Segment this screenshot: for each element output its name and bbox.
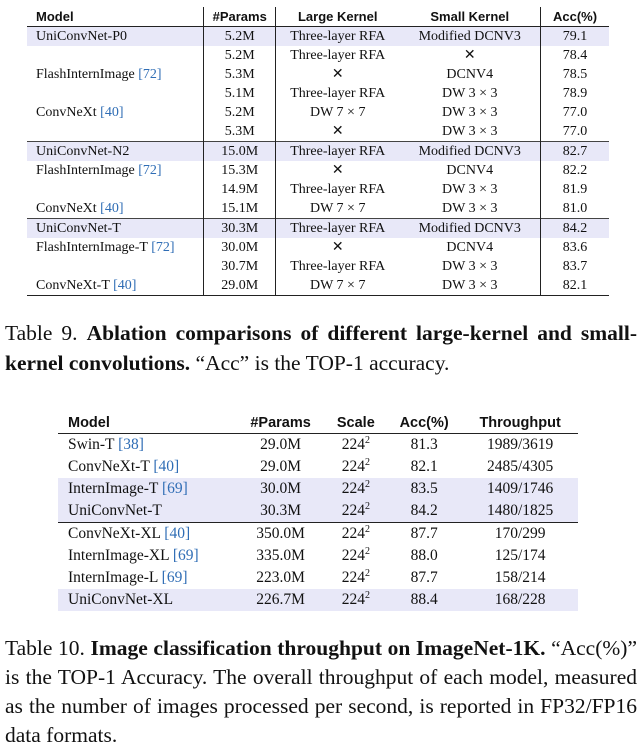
acc-cell: 78.9 <box>541 84 609 103</box>
citation-link[interactable]: [69] <box>161 480 188 497</box>
citation-link[interactable]: [38] <box>118 436 144 453</box>
model-name-cell <box>58 567 236 589</box>
small-kernel-cell: Modified DCNV3 <box>399 219 540 239</box>
table-row <box>58 589 578 611</box>
throughput-cell: 125/174 <box>494 547 546 564</box>
header-small-kernel: Small Kernel <box>399 7 540 27</box>
scale-cell <box>326 589 386 611</box>
large-kernel-cell: ✕ <box>275 161 399 180</box>
table-10 <box>58 412 578 611</box>
table-row <box>27 199 609 219</box>
scale-value: 224 <box>341 502 365 519</box>
model-name: ConvNeXt-T <box>36 277 110 293</box>
scale-value: 224 <box>341 591 365 608</box>
header-params: #Params <box>204 7 276 27</box>
model-name-cell <box>27 180 204 199</box>
table-row <box>27 142 609 162</box>
table-row <box>27 65 609 84</box>
params-cell: 15.0M <box>204 142 276 162</box>
small-kernel-cell: DCNV4 <box>446 66 494 82</box>
model-name-cell <box>58 478 236 500</box>
large-kernel-cell: ✕ <box>275 122 399 142</box>
model-name-cell <box>58 589 236 611</box>
model-name-cell <box>58 500 236 523</box>
model-name: ConvNeXt <box>36 200 97 216</box>
scale-cell <box>326 567 386 589</box>
scale-exponent: 2 <box>364 457 370 468</box>
table-row <box>58 545 578 567</box>
model-name-cell <box>27 84 204 103</box>
model-name: FlashInternImage <box>36 162 135 178</box>
params-cell: 5.3M <box>204 65 276 84</box>
caption-label: Table 9. <box>5 321 78 345</box>
caption-bold: Ablation comparisons of different large-kernel and small-kernel convolutions. <box>5 321 637 375</box>
model-name: InternImage-L <box>68 569 158 586</box>
small-kernel-cell: Modified DCNV3 <box>399 27 540 47</box>
citation-link[interactable]: [40] <box>153 458 180 475</box>
model-name-cell <box>27 238 204 257</box>
small-kernel-cell: DCNV4 <box>446 239 494 255</box>
model-name: UniConvNet-T <box>36 220 121 236</box>
small-kernel-cell: DCNV4 <box>446 162 494 178</box>
table-row <box>27 27 609 47</box>
scale-exponent: 2 <box>364 546 370 557</box>
large-kernel-cell: Three-layer RFA <box>275 180 399 199</box>
acc-cell: 82.1 <box>410 458 438 475</box>
table-row <box>27 180 609 199</box>
small-kernel-cell: DW 3 × 3 <box>399 276 540 296</box>
params-cell: 29.0M <box>260 436 302 453</box>
table-9 <box>27 7 609 296</box>
header-throughput: Throughput <box>462 412 578 434</box>
table-9-caption <box>5 318 637 378</box>
acc-cell: 82.7 <box>541 142 609 162</box>
params-cell: 30.3M <box>204 219 276 239</box>
acc-cell: 77.0 <box>541 103 609 122</box>
throughput-cell: 168/228 <box>462 589 578 611</box>
table-row <box>27 46 609 65</box>
header-acc: Acc(%) <box>386 412 462 434</box>
scale-cell <box>326 478 386 500</box>
scale-exponent: 2 <box>364 568 370 579</box>
throughput-cell: 170/299 <box>462 523 578 546</box>
scale-exponent: 2 <box>364 590 370 601</box>
model-name: FlashInternImage <box>36 66 135 82</box>
params-cell: 30.0M <box>236 478 326 500</box>
acc-cell: 81.9 <box>541 180 609 199</box>
acc-cell: 88.4 <box>386 589 462 611</box>
params-cell: 15.3M <box>204 161 276 180</box>
scale-value: 224 <box>341 480 365 497</box>
small-kernel-cell: ✕ <box>463 47 476 63</box>
scale-cell <box>326 545 386 567</box>
scale-value: 224 <box>341 547 365 564</box>
scale-cell <box>326 523 386 546</box>
throughput-cell: 1989/3619 <box>486 436 554 453</box>
acc-cell: 84.2 <box>386 500 462 523</box>
params-cell: 350.0M <box>236 523 326 546</box>
model-name: ConvNeXt <box>36 104 97 120</box>
acc-cell: 82.2 <box>541 161 609 180</box>
citation-link[interactable]: [69] <box>172 547 199 564</box>
large-kernel-cell: ✕ <box>275 65 399 84</box>
large-kernel-cell: DW 7 × 7 <box>275 276 399 296</box>
citation-link[interactable]: [69] <box>161 569 188 586</box>
acc-cell: 83.7 <box>541 257 609 276</box>
caption-text: “Acc(%)” is the TOP-1 Accuracy. The overall throughput of each model, measured as the number of images processed per second, is reported in FP32/FP16 data formats. <box>5 636 637 747</box>
scale-exponent: 2 <box>364 479 370 490</box>
model-name: InternImage-T <box>68 480 159 497</box>
acc-cell: 78.5 <box>541 65 609 84</box>
large-kernel-cell: Three-layer RFA <box>275 46 399 65</box>
table-row <box>27 276 609 296</box>
params-cell: 15.1M <box>204 199 276 219</box>
acc-cell: 88.0 <box>410 547 438 564</box>
table-10-header-row <box>58 412 578 434</box>
scale-value: 224 <box>341 569 365 586</box>
table-row <box>27 257 609 276</box>
table-row <box>58 523 578 546</box>
table-row <box>27 219 609 239</box>
header-model: Model <box>27 7 204 27</box>
acc-cell: 77.0 <box>541 122 609 142</box>
scale-cell <box>326 500 386 523</box>
small-kernel-cell: DW 3 × 3 <box>442 200 498 216</box>
citation-link[interactable]: [72] <box>138 162 162 178</box>
params-cell: 5.3M <box>204 122 276 142</box>
model-name-cell <box>27 276 204 296</box>
acc-cell: 78.4 <box>541 46 609 65</box>
large-kernel-cell: Three-layer RFA <box>275 257 399 276</box>
citation-link[interactable]: [40] <box>100 200 124 216</box>
model-name: UniConvNet-P0 <box>36 28 127 44</box>
header-large-kernel: Large Kernel <box>275 7 399 27</box>
acc-cell: 81.0 <box>541 199 609 219</box>
model-name: UniConvNet-T <box>68 502 162 519</box>
params-cell: 335.0M <box>256 547 305 564</box>
caption-text: “Acc” is the TOP-1 accuracy. <box>195 351 450 375</box>
large-kernel-cell: Three-layer RFA <box>275 219 399 239</box>
table-row <box>58 456 578 478</box>
throughput-cell: 1409/1746 <box>462 478 578 500</box>
params-cell: 14.9M <box>204 180 276 199</box>
model-name-cell <box>27 65 204 84</box>
table-row <box>27 161 609 180</box>
params-cell: 29.0M <box>260 458 302 475</box>
header-acc: Acc(%) <box>541 7 609 27</box>
table-row <box>58 500 578 523</box>
large-kernel-cell: ✕ <box>275 238 399 257</box>
model-name-cell <box>27 122 204 142</box>
citation-link[interactable]: [72] <box>151 239 175 255</box>
scale-cell <box>326 456 386 478</box>
params-cell: 226.7M <box>236 589 326 611</box>
model-name-cell <box>27 46 204 65</box>
acc-cell: 82.1 <box>541 276 609 296</box>
acc-cell: 83.6 <box>541 238 609 257</box>
throughput-cell: 2485/4305 <box>486 458 554 475</box>
header-model: Model <box>58 412 236 434</box>
params-cell: 5.1M <box>204 84 276 103</box>
citation-link[interactable]: [40] <box>113 277 137 293</box>
large-kernel-cell: DW 7 × 7 <box>275 103 399 122</box>
table-row <box>58 478 578 500</box>
small-kernel-cell: DW 3 × 3 <box>442 85 498 101</box>
model-name-cell <box>27 199 204 219</box>
params-cell: 29.0M <box>204 276 276 296</box>
model-name-cell <box>27 257 204 276</box>
model-name-cell <box>27 219 204 239</box>
table-row <box>27 103 609 122</box>
model-name-cell <box>27 161 204 180</box>
large-kernel-cell: DW 7 × 7 <box>275 199 399 219</box>
large-kernel-cell: Three-layer RFA <box>275 84 399 103</box>
small-kernel-cell: DW 3 × 3 <box>442 104 498 120</box>
acc-cell: 81.3 <box>410 436 438 453</box>
scale-exponent: 2 <box>364 501 370 512</box>
model-name-cell <box>58 456 236 478</box>
model-name: FlashInternImage-T <box>36 239 148 255</box>
model-name: ConvNeXt-T <box>68 458 150 475</box>
params-cell: 5.2M <box>204 103 276 122</box>
scale-value: 224 <box>341 436 365 453</box>
caption-bold: Image classification throughput on ImageNet-1K. <box>90 636 546 660</box>
model-name-cell <box>27 142 204 162</box>
model-name-cell <box>27 103 204 122</box>
header-scale: Scale <box>326 412 386 434</box>
acc-cell: 87.7 <box>410 569 438 586</box>
acc-cell: 84.2 <box>541 219 609 239</box>
large-kernel-cell: Three-layer RFA <box>275 142 399 162</box>
table-row <box>27 238 609 257</box>
small-kernel-cell: DW 3 × 3 <box>442 123 498 139</box>
throughput-cell: 1480/1825 <box>462 500 578 523</box>
large-kernel-cell: Three-layer RFA <box>275 27 399 47</box>
params-cell: 5.2M <box>204 46 276 65</box>
table-row <box>27 84 609 103</box>
throughput-cell: 158/214 <box>494 569 546 586</box>
model-name: ConvNeXt-XL <box>68 525 161 542</box>
citation-link[interactable]: [40] <box>164 525 191 542</box>
table-10-caption <box>5 634 637 750</box>
citation-link[interactable]: [72] <box>138 66 162 82</box>
model-name: InternImage-XL <box>68 547 169 564</box>
model-name: Swin-T <box>68 436 115 453</box>
params-cell: 30.0M <box>204 238 276 257</box>
acc-cell: 79.1 <box>541 27 609 47</box>
table-9-header-row <box>27 7 609 27</box>
params-cell: 223.0M <box>256 569 305 586</box>
model-name: UniConvNet-XL <box>68 591 174 608</box>
small-kernel-cell: DW 3 × 3 <box>442 181 498 197</box>
acc-cell: 87.7 <box>386 523 462 546</box>
scale-exponent: 2 <box>364 435 370 446</box>
params-cell: 5.2M <box>204 27 276 47</box>
model-name-cell <box>58 545 236 567</box>
scale-cell <box>326 434 386 457</box>
citation-link[interactable]: [40] <box>100 104 124 120</box>
acc-cell: 83.5 <box>386 478 462 500</box>
model-name-cell <box>58 434 236 457</box>
table-row <box>58 567 578 589</box>
model-name: UniConvNet-N2 <box>36 143 130 159</box>
scale-exponent: 2 <box>364 524 370 535</box>
caption-label: Table 10. <box>5 636 85 660</box>
model-name-cell <box>27 27 204 47</box>
small-kernel-cell: Modified DCNV3 <box>399 142 540 162</box>
header-params: #Params <box>236 412 326 434</box>
table-row <box>27 122 609 142</box>
params-cell: 30.7M <box>204 257 276 276</box>
small-kernel-cell: DW 3 × 3 <box>442 258 498 274</box>
params-cell: 30.3M <box>236 500 326 523</box>
table-row <box>58 434 578 457</box>
scale-value: 224 <box>341 525 365 542</box>
model-name-cell <box>58 523 236 546</box>
scale-value: 224 <box>341 458 365 475</box>
